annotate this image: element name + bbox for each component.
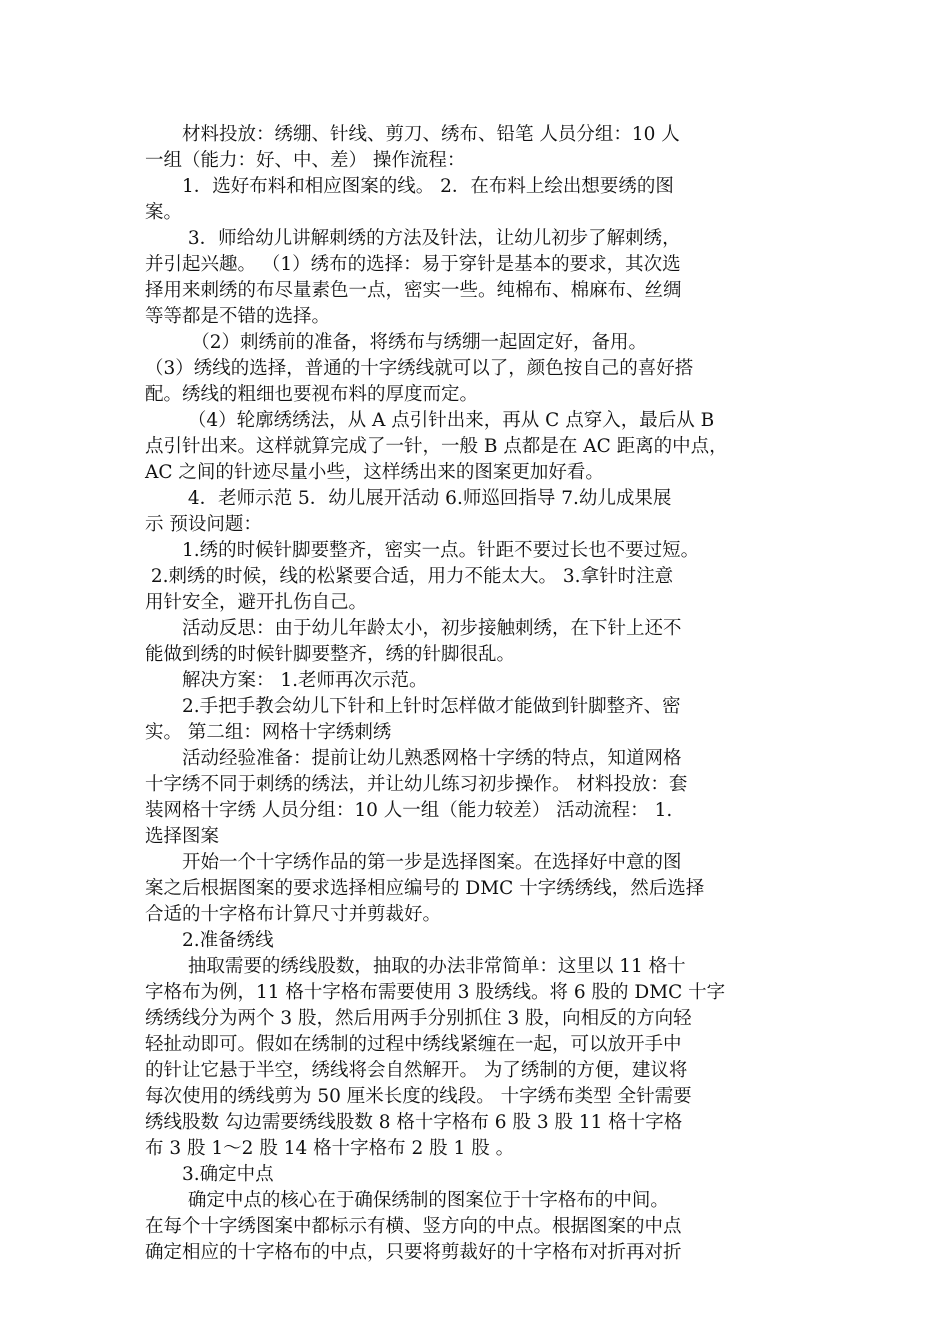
text-line: 轻扯动即可。假如在绣制的过程中绣线紧缠在一起，可以放开手中 xyxy=(145,1034,682,1055)
text-line: 2.刺绣的时候，线的松紧要合适，用力不能太大。 3.拿针时注意 xyxy=(145,566,674,587)
text-line: 示 预设问题： xyxy=(145,514,262,535)
text-line: 3．师给幼儿讲解刺绣的方法及针法，让幼儿初步了解刺绣， xyxy=(145,228,681,249)
text-line: 确定中点的核心在于确保绣制的图案位于十字格布的中间。 xyxy=(145,1190,669,1211)
text-line: 择用来刺绣的布尽量素色一点，密实一些。纯棉布、棉麻布、丝绸 xyxy=(145,280,682,301)
text-line: 等等都是不错的选择。 xyxy=(145,306,331,327)
text-line: 材料投放：绣绷、针线、剪刀、绣布、铅笔 人员分组：10 人 xyxy=(145,124,680,145)
text-line: 并引起兴趣。 （1）绣布的选择：易于穿针是基本的要求，其次选 xyxy=(145,254,681,275)
text-line: 每次使用的绣线剪为 50 厘米长度的线段。 十字绣布类型 全针需要 xyxy=(145,1086,692,1107)
text-line: 一组（能力：好、中、差） 操作流程： xyxy=(145,150,466,171)
text-line: 绣绣线分为两个 3 股，然后用两手分别抓住 3 股，向相反的方向轻 xyxy=(145,1008,692,1029)
text-line: 选择图案 xyxy=(145,826,220,847)
text-line: 配。绣线的粗细也要视布料的厚度而定。 xyxy=(145,384,479,405)
text-line: 2.准备绣线 xyxy=(145,930,274,951)
text-line: 在每个十字绣图案中都标示有横、竖方向的中点。根据图案的中点 xyxy=(145,1216,682,1237)
text-line: 2.手把手教会幼儿下针和上针时怎样做才能做到针脚整齐、密 xyxy=(145,696,681,717)
text-line: 能做到绣的时候针脚要整齐，绣的针脚很乱。 xyxy=(145,644,516,665)
text-line: 点引针出来。这样就算完成了一针，一般 B 点都是在 AC 距离的中点， xyxy=(145,436,728,457)
text-line: （2）刺绣前的准备，将绣布与绣绷一起固定好，备用。 xyxy=(145,332,648,353)
text-line: 4．老师示范 5．幼儿展开活动 6.师巡回指导 7.幼儿成果展 xyxy=(145,488,672,509)
text-line: 绣线股数 勾边需要绣线股数 8 格十字格布 6 股 3 股 11 格十字格 xyxy=(145,1112,683,1133)
text-line: （4）轮廓绣绣法，从 A 点引针出来，再从 C 点穿入，最后从 B xyxy=(145,410,715,431)
text-line: 活动反思：由于幼儿年龄太小，初步接触刺绣，在下针上还不 xyxy=(145,618,682,639)
text-line: （3）绣线的选择，普通的十字绣线就可以了，颜色按自己的喜好搭 xyxy=(145,358,694,379)
text-line: 3.确定中点 xyxy=(145,1164,274,1185)
text-line: 开始一个十字绣作品的第一步是选择图案。在选择好中意的图 xyxy=(145,852,682,873)
text-line: 抽取需要的绣线股数，抽取的办法非常简单：这里以 11 格十 xyxy=(145,956,686,977)
document-body xyxy=(145,122,810,1266)
text-line: 1.绣的时候针脚要整齐，密实一点。针距不要过长也不要过短。 xyxy=(145,540,700,561)
text-line: 布 3 股 1～2 股 14 格十字格布 2 股 1 股 。 xyxy=(145,1138,515,1159)
text-line: 活动经验准备：提前让幼儿熟悉网格十字绣的特点，知道网格 xyxy=(145,748,682,769)
text-line: 装网格十字绣 人员分组：10 人一组（能力较差） 活动流程： 1. xyxy=(145,800,673,821)
text-line: 用针安全，避开扎伤自己。 xyxy=(145,592,368,613)
text-line: 的针让它悬于半空，绣线将会自然解开。 为了绣制的方便，建议将 xyxy=(145,1060,688,1081)
text-line: 1．选好布料和相应图案的线。 2．在布料上绘出想要绣的图 xyxy=(145,176,674,197)
text-line: 十字绣不同于刺绣的绣法，并让幼儿练习初步操作。 材料投放：套 xyxy=(145,774,688,795)
text-line: 案之后根据图案的要求选择相应编号的 DMC 十字绣绣线，然后选择 xyxy=(145,878,705,899)
text-line: 确定相应的十字格布的中点，只要将剪裁好的十字格布对折再对折 xyxy=(145,1242,682,1263)
text-line: AC 之间的针迹尽量小些，这样绣出来的图案更加好看。 xyxy=(145,462,604,483)
text-line: 案。 xyxy=(145,202,183,223)
text-line: 解决方案： 1.老师再次示范。 xyxy=(145,670,428,691)
text-line: 实。 第二组：网格十字绣刺绣 xyxy=(145,722,392,743)
text-line: 合适的十字格布计算尺寸并剪裁好。 xyxy=(145,904,442,925)
text-line: 字格布为例，11 格十字格布需要使用 3 股绣线。将 6 股的 DMC 十字 xyxy=(145,982,726,1003)
